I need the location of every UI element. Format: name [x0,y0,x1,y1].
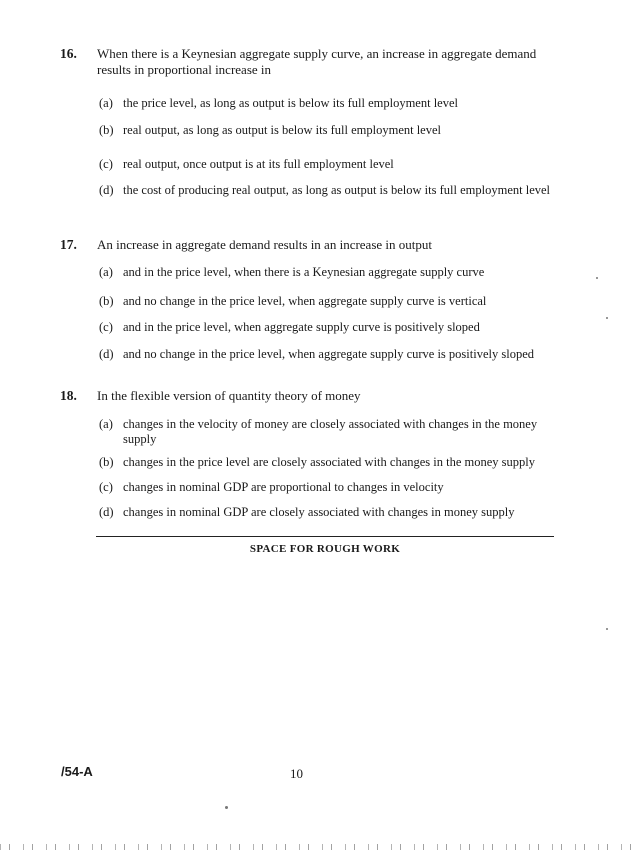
option-text: changes in the velocity of money are closely associated with changes in the money supply [123,417,538,446]
option-text: real output, as long as output is below its full employment level [123,123,442,137]
section-divider [96,536,554,537]
option-label: (a) [99,265,113,279]
option-text: and in the price level, when aggregate supply curve is positively sloped [123,320,480,334]
option-text: changes in the price level are closely associated with changes in the money supply [123,455,536,469]
option-label: (d) [99,347,114,361]
question-number: 18. [60,388,77,403]
option-text: and no change in the price level, when aggregate supply curve is positively sloped [123,347,534,361]
scan-edge-noise [0,844,638,850]
option-text: changes in nominal GDP are closely associated with changes in money supply [123,505,515,519]
option-label: (d) [99,505,114,519]
question-text: When there is a Keynesian aggregate supply curve, an increase in aggregate demand results in proportional increase in [97,46,537,77]
page-number: 10 [290,766,303,781]
option-label: (b) [99,123,114,137]
option-text: the price level, as long as output is below its full employment level [123,96,458,110]
option-text: the cost of producing real output, as long as output is below its full employment level [123,183,551,197]
option-text: and no change in the price level, when aggregate supply curve is vertical [123,294,487,308]
option-label: (b) [99,455,114,469]
option-label: (c) [99,157,113,171]
booklet-code: /54-A [61,764,93,779]
scan-speck [606,628,608,630]
option-text: real output, once output is at its full employment level [123,157,394,171]
question-number: 16. [60,46,77,61]
scan-speck [606,317,608,319]
option-label: (c) [99,480,113,494]
question-number: 17. [60,237,77,252]
option-label: (a) [99,417,113,431]
option-text: and in the price level, when there is a Keynesian aggregate supply curve [123,265,485,279]
question-text: In the flexible version of quantity theory of money [97,388,361,403]
rough-work-heading: SPACE FOR ROUGH WORK [249,543,401,555]
scan-speck [596,277,598,279]
scan-speck [225,806,228,809]
option-label: (d) [99,183,114,197]
option-text: changes in nominal GDP are proportional to changes in velocity [123,480,444,494]
option-label: (b) [99,294,114,308]
option-label: (c) [99,320,113,334]
question-text: An increase in aggregate demand results in an increase in output [97,237,432,252]
option-label: (a) [99,96,113,110]
